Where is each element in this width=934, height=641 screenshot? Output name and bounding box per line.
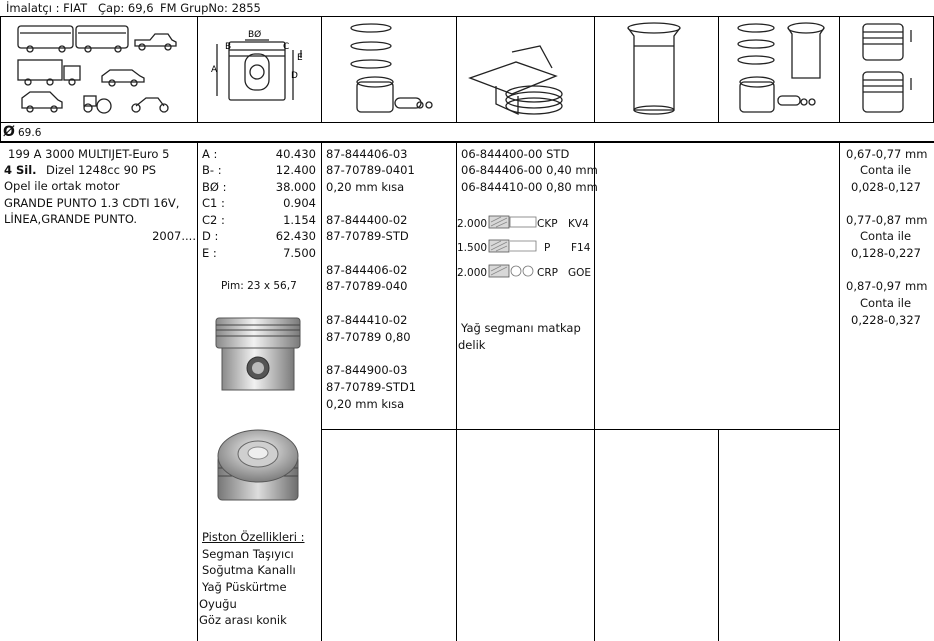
table-mid-rule (321, 429, 839, 430)
kit-part-number: 87-70789-STD1 (326, 380, 417, 394)
kit-part-number: 87-70789-0401 (326, 163, 415, 177)
dim-label-a: A : (202, 147, 218, 161)
diagram-label-c: C (283, 42, 290, 52)
cylinder-liner-icon (594, 16, 718, 122)
piston-crown-image (212, 424, 304, 506)
ring-width: 2.000 (457, 267, 488, 279)
vehicle-model-2: LİNEA,GRANDE PUNTO. (4, 212, 138, 226)
ring-set-icon (456, 16, 594, 122)
clearance-value: 0,128-0,227 (851, 246, 921, 260)
dim-value-d: 62.430 (275, 229, 316, 243)
ring-note: Yağ segmanı matkap (461, 321, 581, 335)
ring-code: KV4 (568, 218, 589, 230)
icons-bottom-rule (0, 122, 934, 123)
piston-dimension-diagram (197, 16, 321, 122)
ring-code: GOE (568, 267, 592, 279)
dim-label-bphi: BØ : (202, 180, 227, 194)
kit-part-number: 87-70789-040 (326, 279, 408, 293)
dim-value-e: 7.500 (283, 246, 316, 260)
features-title: Piston Özellikleri : (202, 530, 305, 544)
dim-value-c1: 0.904 (283, 196, 316, 210)
dim-label-c2: C2 : (202, 213, 225, 227)
ring-width: 1.500 (457, 242, 488, 254)
bore-label: Çap: 69,6 (98, 1, 154, 15)
group-label: FM GrupNo: 2855 (160, 1, 261, 15)
clearance-range: 0,77-0,87 mm (846, 213, 928, 227)
vehicle-engine-code: 199 A 3000 MULTIJET-Euro 5 (8, 147, 170, 161)
feature-item: Yağ Püskürtme (202, 580, 287, 594)
ring-type: CKP (537, 218, 558, 230)
clearance-value: 0,028-0,127 (851, 180, 921, 194)
manufacturer-label: İmalatçı : FIAT (6, 1, 88, 15)
dim-label-b: B- : (202, 163, 222, 177)
diagram-label-d: D (291, 71, 298, 81)
diameter-symbol: Ø (3, 124, 15, 140)
ring-scraper-profile-icon (488, 238, 538, 254)
dim-label-d: D : (202, 229, 219, 243)
vehicle-note: Opel ile ortak motor (4, 179, 120, 193)
ring-code: F14 (571, 242, 591, 254)
ring-oil-profile-icon (488, 262, 538, 280)
feature-item: Göz arası konik (199, 613, 287, 627)
diagram-label-b: B (225, 42, 232, 52)
feature-item: Soğutma Kanallı (202, 563, 296, 577)
section-rule (0, 141, 934, 143)
dim-value-b: 12.400 (275, 163, 316, 177)
clearance-range: 0,67-0,77 mm (846, 147, 928, 161)
kit-part-number: 87-844406-02 (326, 263, 408, 277)
ring-compression-profile-icon (488, 214, 538, 230)
feature-item: Oyuğu (199, 597, 237, 611)
dim-value-bphi: 38.000 (275, 180, 316, 194)
clearance-range: 0,87-0,97 mm (846, 279, 928, 293)
ring-set-number: 06-844410-00 0,80 mm (461, 180, 598, 194)
kit-note: 0,20 mm kısa (326, 397, 405, 411)
clearance-note: Conta ile (860, 163, 912, 177)
kit-note: 0,20 mm kısa (326, 180, 405, 194)
clearance-note: Conta ile (860, 296, 912, 310)
vehicle-cylinders: 4 Sil. (4, 163, 37, 177)
diagram-label-b-phi: BØ (248, 30, 262, 40)
kit-part-number: 87-844900-03 (326, 363, 408, 377)
kit-part-number: 87-70789 0,80 (326, 330, 411, 344)
piston-side-image (212, 316, 304, 396)
clearance-note: Conta ile (860, 229, 912, 243)
ring-type: CRP (537, 267, 558, 279)
kit-part-number: 87-844410-02 (326, 313, 408, 327)
kit-part-number: 87-70789-STD (326, 229, 409, 243)
ring-note: delik (458, 338, 486, 352)
ring-set-number: 06-844400-00 STD (461, 147, 570, 161)
vehicle-year: 2007.... (152, 229, 196, 243)
piston-kit-icon (321, 16, 456, 122)
ring-profile-icon (839, 16, 933, 122)
vehicles-icon (0, 16, 197, 122)
vehicle-engine: Dizel 1248cc 90 PS (46, 163, 157, 177)
pin-size: Pim: 23 x 56,7 (221, 280, 297, 292)
dim-value-c2: 1.154 (283, 213, 316, 227)
ring-width: 2.000 (457, 218, 488, 230)
diagram-label-e: E (297, 53, 303, 63)
vehicle-model-1: GRANDE PUNTO 1.3 CDTI 16V, (4, 196, 180, 210)
clearance-value: 0,228-0,327 (851, 313, 921, 327)
dim-label-e: E : (202, 246, 217, 260)
feature-item: Segman Taşıyıcı (202, 547, 294, 561)
diameter-value: 69.6 (18, 127, 42, 139)
diagram-label-a: A (211, 65, 218, 75)
ring-type: P (544, 242, 551, 254)
dim-value-a: 40.430 (275, 147, 316, 161)
kit-part-number: 87-844400-02 (326, 213, 408, 227)
ring-set-number: 06-844406-00 0,40 mm (461, 163, 598, 177)
dim-label-c1: C1 : (202, 196, 225, 210)
complete-set-icon (718, 16, 839, 122)
kit-part-number: 87-844406-03 (326, 147, 408, 161)
